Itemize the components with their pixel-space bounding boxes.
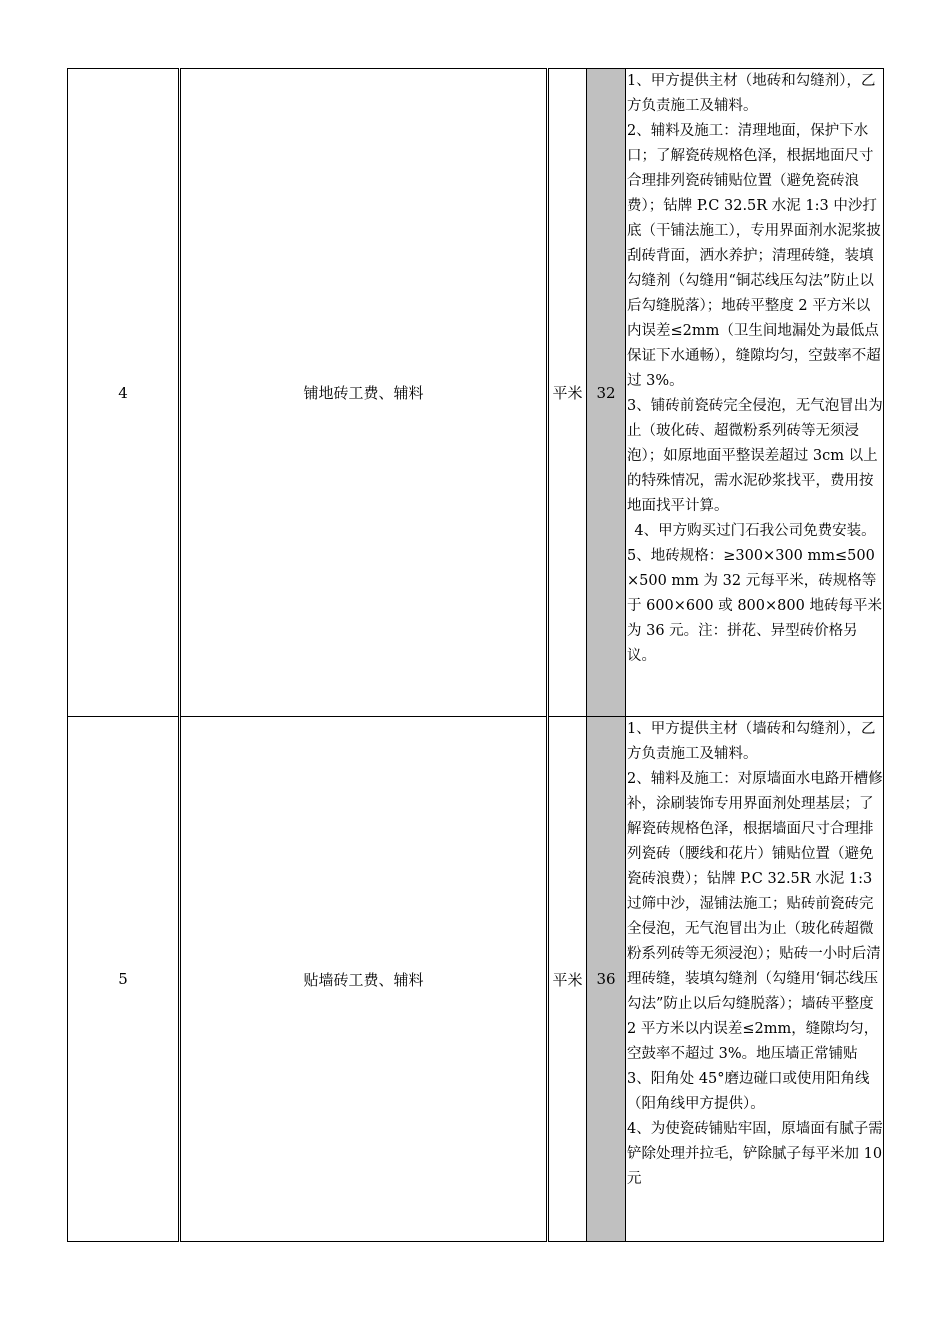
table-row <box>68 717 884 1242</box>
description-paragraph: 5、地砖规格：≥300×300 mm≤500×500 mm 为 32 元每平米，砖规格等于 600×600 或 800×800 地砖每平米为 36 元。注：拼花、异型砖价格另议。 <box>627 548 882 664</box>
description-paragraph: 4、甲方购买过门石我公司免费安装。 <box>634 523 876 539</box>
description-paragraph: 2、辅料及施工：对原墙面水电路开槽修补，涂刷装饰专用界面剂处理基层；了解瓷砖规格色泽，根据墙面尺寸合理排列瓷砖（腰线和花片）铺贴位置（避免瓷砖浪费）；钻牌 P.C 32.5R 水泥 1:3 过筛中沙，湿铺法施工；贴砖前瓷砖完全侵泡，无气泡冒出为止（玻化砖超微粉系列砖等无须浸泡）；贴砖一小时后清理砖缝，装填勾缝剂（勾缝用‘铜芯线压勾法”防止以后勾缝脱落）；墙砖平整度 2 平方米以内误差≤2mm，缝隙均匀，空鼓率不超过 3%。地压墙正常铺贴 <box>627 771 883 1062</box>
row-number: 5 <box>68 717 180 1242</box>
description-paragraph: 2、辅料及施工：清理地面，保护下水口；了解瓷砖规格色泽，根据地面尺寸合理排列瓷砖铺贴位置（避免瓷砖浪费）；钻牌 P.C 32.5R 水泥 1:3 中沙打底（干铺法施工），专用界面剂水泥浆披刮砖背面，洒水养护；清理砖缝，装填勾缝剂（勾缝用“铜芯线压勾法”防止以后勾缝脱落）；地砖平整度 2 平方米以内误差≤2mm（卫生间地漏处为最低点保证下水通畅），缝隙均匀，空鼓率不超过 3%。 <box>627 123 881 389</box>
description-paragraph: 3、阳角处 45°磨边碰口或使用阳角线（阳角线甲方提供）。 <box>627 1071 870 1112</box>
quote-table <box>67 68 884 1242</box>
description-cell <box>626 69 884 717</box>
item-name: 贴墙砖工费、辅料 <box>180 717 548 1242</box>
description-paragraph: 4、为使瓷砖铺贴牢固，原墙面有腻子需铲除处理并拉毛，铲除腻子每平米加 10 元 <box>627 1121 883 1187</box>
table-row <box>68 69 884 717</box>
row-number: 4 <box>68 69 180 717</box>
item-name: 铺地砖工费、辅料 <box>180 69 548 717</box>
unit-price: 32 <box>587 69 626 717</box>
description-cell <box>626 717 884 1242</box>
description-paragraph: 1、甲方提供主材（地砖和勾缝剂），乙方负责施工及辅料。 <box>627 73 876 114</box>
description-paragraph: 3、铺砖前瓷砖完全侵泡，无气泡冒出为止（玻化砖、超微粉系列砖等无须浸泡）；如原地面平整误差超过 3cm 以上的特殊情况，需水泥砂浆找平，费用按地面找平计算。 <box>627 398 883 514</box>
unit-price: 36 <box>587 717 626 1242</box>
unit-cell: 平米 <box>548 69 587 717</box>
unit-cell: 平米 <box>548 717 587 1242</box>
description-paragraph: 1、甲方提供主材（墙砖和勾缝剂），乙方负责施工及辅料。 <box>627 721 876 762</box>
